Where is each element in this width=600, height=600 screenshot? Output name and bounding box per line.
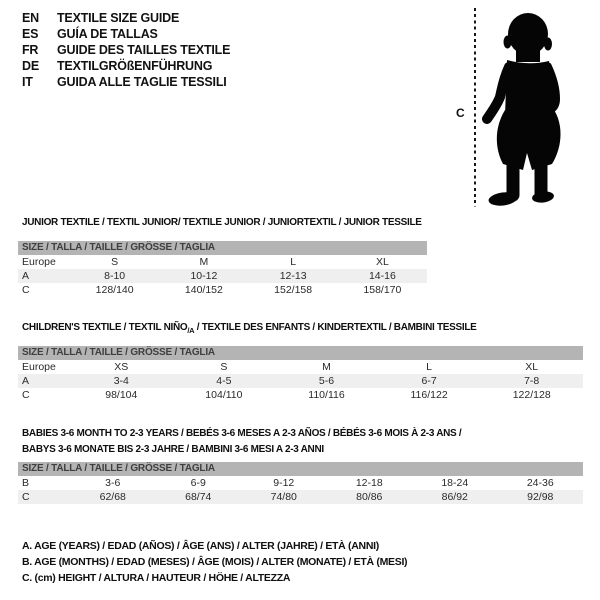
size-header: SIZE / TALLA / TAILLE / GRÖSSE / TAGLIA xyxy=(18,462,583,476)
cell: 68/74 xyxy=(156,490,242,504)
row-label: C xyxy=(22,284,30,296)
cell: 3-4 xyxy=(70,374,173,388)
table-row xyxy=(18,269,427,283)
lang-title: GUIDE DES TAILLES TEXTILE xyxy=(57,43,231,57)
height-measure-dashed-line xyxy=(474,8,476,207)
row-label: C xyxy=(18,490,70,504)
cell: 92/98 xyxy=(498,490,584,504)
lang-code: EN xyxy=(22,11,39,25)
size-header-row xyxy=(18,462,583,476)
cell: 7-8 xyxy=(480,374,583,388)
cell: 9-12 xyxy=(273,477,295,489)
lang-code: FR xyxy=(22,43,39,57)
heading-subscript: /A xyxy=(187,326,195,335)
cell: M xyxy=(322,361,331,373)
baby-silhouette-image xyxy=(482,6,578,210)
cell: 6-7 xyxy=(378,374,481,388)
heading-text: CHILDREN'S TEXTILE / TEXTIL NIÑO xyxy=(22,322,188,333)
lang-code: DE xyxy=(22,59,39,73)
height-measure-label: C xyxy=(456,106,465,120)
table-row xyxy=(18,490,583,504)
cell: 116/122 xyxy=(410,389,448,401)
lang-title: GUÍA DE TALLAS xyxy=(57,27,158,41)
cell: 80/86 xyxy=(327,490,413,504)
babies-size-table xyxy=(18,462,583,504)
cell: 14-16 xyxy=(338,269,427,283)
children-size-table xyxy=(18,346,583,402)
size-header-row xyxy=(18,346,583,360)
cell: 4-5 xyxy=(173,374,276,388)
table-row xyxy=(18,360,583,374)
heading-text: / TEXTILE DES ENFANTS / KINDERTEXTIL / BAMBINI TESSILE xyxy=(194,322,477,333)
cell: 110/116 xyxy=(308,389,345,401)
cell: XL xyxy=(375,256,389,268)
footnote-a: A. AGE (YEARS) / EDAD (AÑOS) / ÂGE (ANS) / ALTER (JAHRE) / ETÀ (ANNI) xyxy=(22,540,379,552)
lang-row-de xyxy=(22,58,230,74)
cell: 104/110 xyxy=(205,389,243,401)
cell: 152/158 xyxy=(274,284,313,296)
cell: S xyxy=(220,361,228,373)
section-heading-children xyxy=(22,322,477,335)
table-row xyxy=(18,388,583,402)
junior-size-table xyxy=(18,241,427,297)
cell: M xyxy=(199,256,209,268)
lang-title: TEXTILE SIZE GUIDE xyxy=(57,11,180,25)
cell: 12-18 xyxy=(355,477,383,489)
language-header xyxy=(22,10,230,90)
lang-row-fr xyxy=(22,42,230,58)
row-label: C xyxy=(22,389,30,401)
heading-line-2: BABYS 3-6 MONATE BIS 2-3 JAHRE / BAMBINI 3-6 MESI A 2-3 ANNI xyxy=(22,443,324,455)
cell: 8-10 xyxy=(70,269,159,283)
cell: 140/152 xyxy=(184,284,223,296)
lang-row-it xyxy=(22,74,230,90)
cell: XL xyxy=(525,361,539,373)
row-label: B xyxy=(22,477,30,489)
table-row xyxy=(18,283,427,297)
cell: 24-36 xyxy=(526,477,554,489)
row-label: Europe xyxy=(22,256,56,268)
lang-title: GUIDA ALLE TAGLIE TESSILI xyxy=(57,75,227,89)
cell: L xyxy=(426,361,432,373)
footnote-c: C. (cm) HEIGHT / ALTURA / HAUTEUR / HÖHE / ALTEZZA xyxy=(22,572,291,584)
cell: 18-24 xyxy=(441,477,469,489)
cell: 3-6 xyxy=(105,477,121,489)
cell: XS xyxy=(114,361,129,373)
cell: S xyxy=(111,256,119,268)
footnotes xyxy=(22,538,407,586)
lang-row-es xyxy=(22,26,230,42)
cell: 122/128 xyxy=(512,389,551,401)
table-row xyxy=(18,374,583,388)
row-label: Europe xyxy=(22,361,56,373)
size-header: SIZE / TALLA / TAILLE / GRÖSSE / TAGLIA xyxy=(18,346,583,360)
section-heading-junior: JUNIOR TEXTILE / TEXTIL JUNIOR/ TEXTILE JUNIOR / JUNIORTEXTIL / JUNIOR TESSILE xyxy=(22,217,422,228)
lang-title: TEXTILGRÖßENFÜHRUNG xyxy=(57,59,213,73)
cell: L xyxy=(290,256,297,268)
cell: 6-9 xyxy=(190,477,206,489)
size-header: SIZE / TALLA / TAILLE / GRÖSSE / TAGLIA xyxy=(18,241,427,255)
section-heading-babies xyxy=(22,426,461,457)
table-row xyxy=(18,476,583,490)
cell: 12-13 xyxy=(249,269,338,283)
cell: 10-12 xyxy=(159,269,248,283)
cell: 98/104 xyxy=(105,389,138,401)
row-label: A xyxy=(18,269,70,283)
size-header-row xyxy=(18,241,427,255)
lang-row-en xyxy=(22,10,230,26)
cell: 74/80 xyxy=(241,490,327,504)
row-label: A xyxy=(18,374,70,388)
lang-code: IT xyxy=(22,75,33,89)
cell: 128/140 xyxy=(95,284,134,296)
table-row xyxy=(18,255,427,269)
cell: 158/170 xyxy=(363,284,402,296)
cell: 5-6 xyxy=(275,374,378,388)
heading-line-1: BABIES 3-6 MONTH TO 2-3 YEARS / BEBÉS 3-6 MESES A 2-3 AÑOS / BÉBÉS 3-6 MOIS À 2-3 ANS / xyxy=(22,428,462,439)
cell: 62/68 xyxy=(70,490,156,504)
lang-code: ES xyxy=(22,27,39,41)
cell: 86/92 xyxy=(412,490,498,504)
footnote-b: B. AGE (MONTHS) / EDAD (MESES) / ÂGE (MOIS) / ALTER (MONATE) / ETÀ (MESI) xyxy=(22,556,408,568)
